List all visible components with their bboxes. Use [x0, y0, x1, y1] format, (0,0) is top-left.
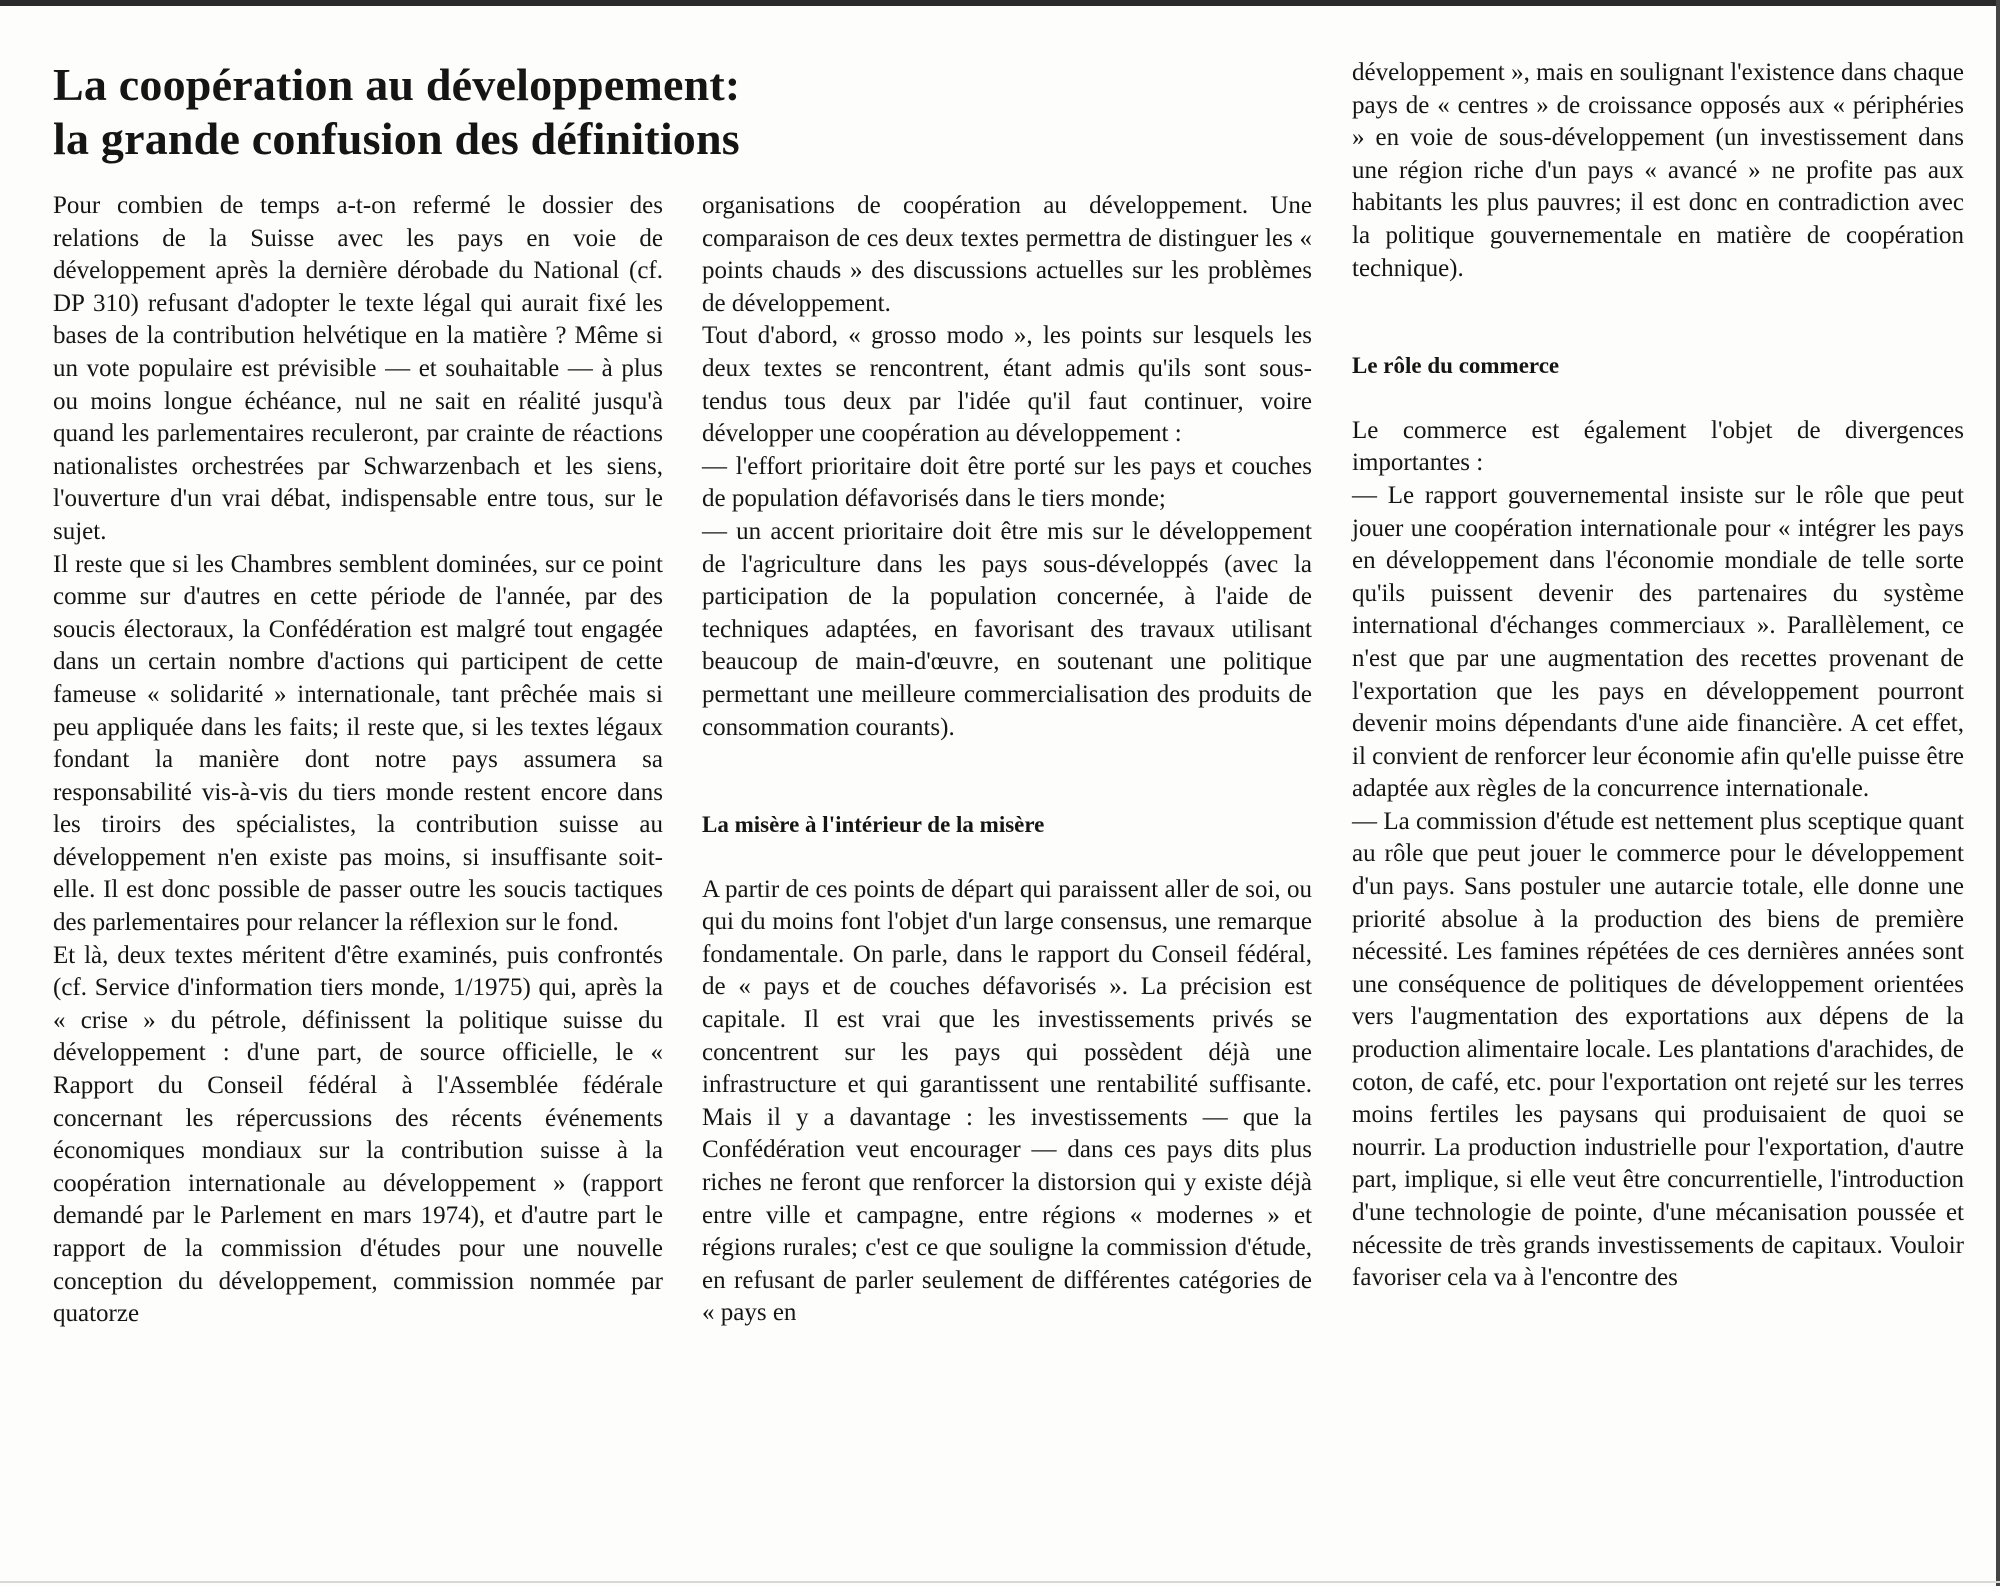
paragraph: organisations de coopération au développement. Une comparaison de ces deux textes permettra de distinguer les « points chauds » des discussions actuelles sur les problèmes de développement.: [702, 192, 1312, 317]
column-1: [53, 190, 663, 1331]
paragraph: Il reste que si les Chambres semblent dominées, sur ce point comme sur d'autres en cette période de l'année, par des soucis électoraux, la Confédération est malgré tout engagée dans un certain nombre d'actions qui participent de cette fameuse « solidarité » internationale, tant prêchée mais si peu appliquée dans les faits; il reste que, si les textes légaux fondant la manière dont notre pays assumera sa responsabilité vis-à-vis du tiers monde restent encore dans les tiroirs des spécialistes, la contribution suisse au développement n'en existe pas moins, si insuffisante soit-elle. Il est donc possible de passer outre les soucis tactiques des parlementaires pour relancer la réflexion sur le fond.: [53, 550, 663, 937]
paragraph: A partir de ces points de départ qui paraissent aller de soi, ou qui du moins font l'objet d'un large consensus, une remarque fondamentale. On parle, dans le rapport du Conseil fédéral, de « pays et de couches défavorisés ». La précision est capitale. Il est vrai que les investissements privés se concentrent sur les pays qui possèdent déjà une infrastructure et qui garantissent une rentabilité suffisante. Mais il y a davantage : les investissements — que la Confédération veut encourager — dans ces pays dits plus riches ne feront que renforcer la distorsion qui y existe déjà entre ville et campagne, entre régions « modernes » et régions rurales; c'est ce que souligne la commission d'étude, en refusant de parler seulement de différentes catégories de « pays en: [702, 875, 1312, 1327]
paragraph: développement », mais en soulignant l'existence dans chaque pays de « centres » de croissance opposés aux « périphéries » en voie de sous-développement (un investissement dans une région riche d'un pays « avancé » ne profite pas aux habitants les plus pauvres; il est donc en contradiction avec la politique gouvernementale en matière de coopération technique).: [1352, 59, 1964, 282]
paragraph: Le commerce est également l'objet de divergences importantes :: [1352, 416, 1964, 477]
paragraph: — La commission d'étude est nettement plus sceptique quant au rôle que peut jouer le commerce pour le développement d'un pays. Sans postuler une autarcie totale, elle donne une priorité absolue à la production des biens de première nécessité. Les famines répétées de ces dernières années sont une conséquence de politiques de développement orientées vers l'augmentation des exportations aux dépens de la production alimentaire locale. Les plantations d'arachides, de coton, de café, etc. pour l'exportation ont rejeté sur les terres moins fertiles les paysans qui produisaient de quoi se nourrir. La production industrielle pour l'exportation, d'autre part, implique, si elle veut être concurrentielle, l'introduction d'une technologie de pointe, d'une mécanisation poussée et nécessite de très grands investissements de capitaux. Vouloir favoriser cela va à l'encontre des: [1352, 807, 1964, 1292]
paragraph: — l'effort prioritaire doit être porté sur les pays et couches de population défavorisés dans le tiers monde;: [702, 452, 1312, 513]
paragraph: Et là, deux textes méritent d'être examinés, puis confrontés (cf. Service d'information tiers monde, 1/1975) qui, après la « crise » du pétrole, définissent la politique suisse du développement : d'une part, de source officielle, le « Rapport du Conseil fédéral à l'Assemblée fédérale concernant les répercussions des récents événements économiques mondiaux sur la contribution suisse à la coopération internationale au développement » (rapport demandé par le Parlement en mars 1974), et d'autre part le rapport de la commission d'études pour une nouvelle conception du développement, commission nommée par quatorze: [53, 941, 663, 1328]
title-line-1: La coopération au développement:: [53, 59, 741, 110]
paragraph: Pour combien de temps a-t-on refermé le dossier des relations de la Suisse avec les pays en voie de développement après la dernière dérobade du National (cf. DP 310) refusant d'adopter le texte légal qui aurait fixé les bases de la contribution helvétique en la matière ? Même si un vote populaire est prévisible — et souhaitable — à plus ou moins longue échéance, nul ne sait en réalité jusqu'à quand les parlementaires reculeront, par crainte de réactions nationalistes orchestrées par Schwarzenbach et les siens, l'ouverture d'un vrai débat, indispensable entre tous, sur le sujet.: [53, 192, 663, 545]
column-3: [1352, 57, 1964, 1295]
column-2: [702, 190, 1312, 1330]
paragraph: — un accent prioritaire doit être mis sur le développement de l'agriculture dans les pays sous-développés (avec la participation de la population concernée, à l'aide de techniques adaptées, en favorisant des travaux utilisant beaucoup de main-d'œuvre, en soutenant une politique permettant une meilleure commercialisation des produits de consommation courants).: [702, 517, 1312, 741]
section-heading: La misère à l'intérieur de la misère: [702, 812, 1045, 838]
paragraph: — Le rapport gouvernemental insiste sur le rôle que peut jouer une coopération internationale pour « intégrer les pays en développement dans l'économie mondiale de telle sorte qu'ils puissent devenir des partenaires du système international d'échanges commerciaux ». Parallèlement, ce n'est que par une augmentation des recettes provenant de l'exportation que les pays en développement pourront devenir moins dépendants d'une aide financière. A cet effet, il convient de renforcer leur économie afin qu'elle puisse être adaptée aux règles de la concurrence internationale.: [1352, 481, 1964, 803]
paragraph: Tout d'abord, « grosso modo », les points sur lesquels les deux textes se rencontrent, étant admis qu'ils sont sous-tendus tous deux par l'idée qu'il faut continuer, voire développer une coopération au développement :: [702, 322, 1312, 448]
title-line-2: la grande confusion des définitions: [53, 113, 740, 164]
page-right-border: [1996, 0, 2000, 1586]
article-title: [53, 58, 740, 166]
page-bottom-border: [0, 1581, 2000, 1583]
section-heading: Le rôle du commerce: [1352, 353, 1560, 379]
page-top-border: [0, 0, 2000, 6]
